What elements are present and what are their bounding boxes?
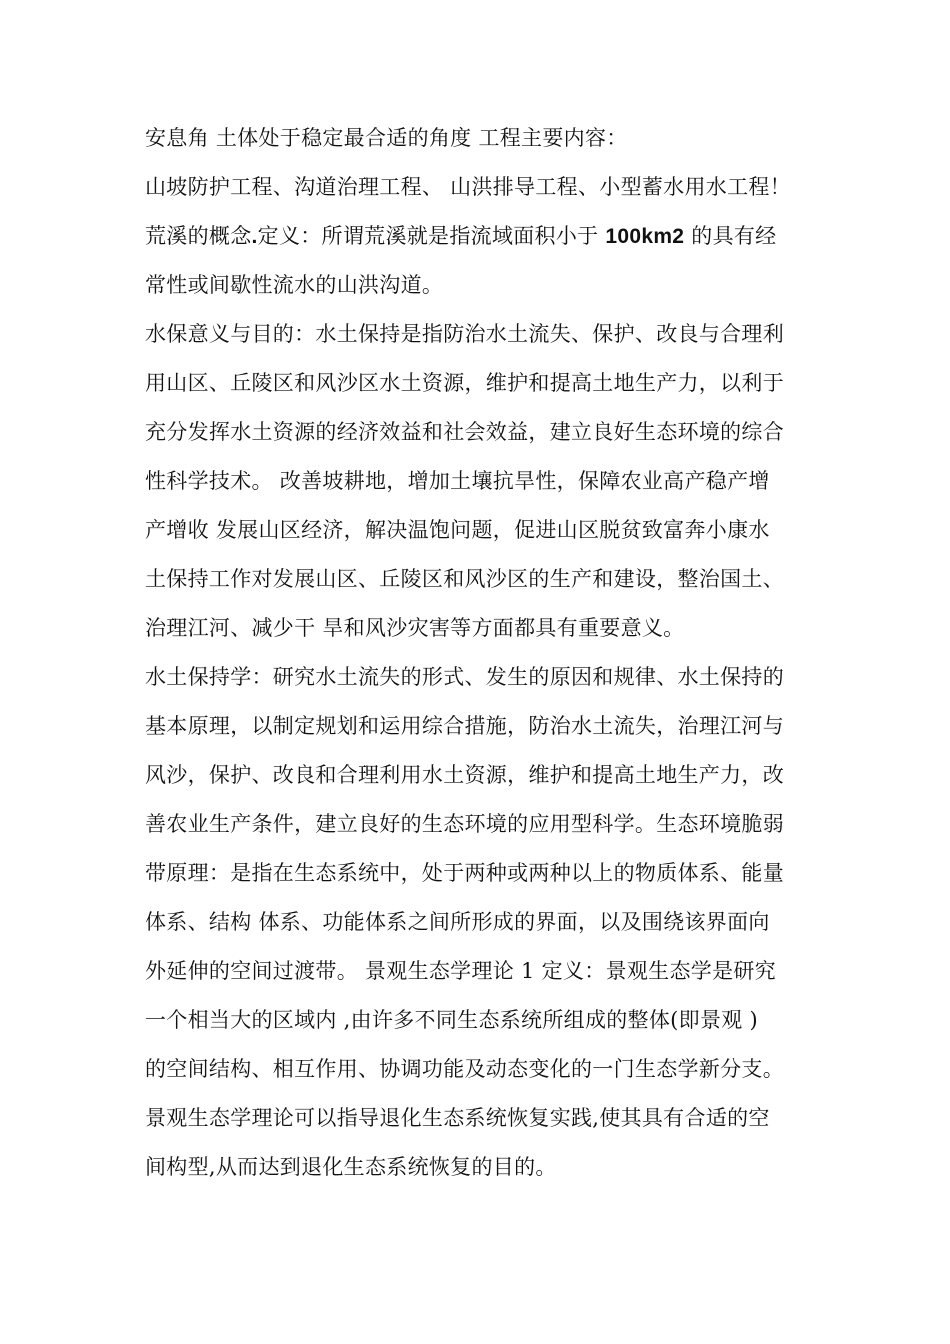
text-segment: 定义：所谓荒溪就是指流域面积小于 xyxy=(257,224,606,248)
text-line: 水土保持学：研究水土流失的形式、发生的原因和规律、水土保持的 xyxy=(145,665,784,689)
text-line: 体系、结构 体系、功能体系之间所形成的界面，以及围绕该界面向 xyxy=(145,910,770,934)
bold-area-value: 100km2 xyxy=(605,225,685,248)
text-line: 充分发挥水土资源的经济效益和社会效益，建立良好生态环境的综合 xyxy=(145,420,784,444)
text-line: 带原理：是指在生态系统中，处于两种或两种以上的物质体系、能量 xyxy=(145,861,784,885)
text-line: 善农业生产条件，建立良好的生态环境的应用型科学。生态环境脆弱 xyxy=(145,812,784,836)
text-line xyxy=(145,212,810,261)
text-line: 外延伸的空间过渡带。 景观生态学理论 1 定义：景观生态学是研究 xyxy=(145,959,776,983)
text-line: 治理江河、减少干 旱和风沙灾害等方面都具有重要意义。 xyxy=(145,616,685,640)
text-line: 山坡防护工程、沟道治理工程、 山洪排导工程、小型蓄水用水工程！ xyxy=(145,175,791,199)
text-line: 一个相当大的区域内 ,由许多不同生态系统所组成的整体(即景观 ) xyxy=(145,1008,759,1032)
text-segment: 的具有经 xyxy=(684,224,777,248)
text-line: 土保持工作对发展山区、丘陵区和风沙区的生产和建设，整治国土、 xyxy=(145,567,784,591)
text-line: 景观生态学理论可以指导退化生态系统恢复实践,使其具有合适的空 xyxy=(145,1106,770,1130)
text-line: 的空间结构、相互作用、协调功能及动态变化的一门生态学新分支。 xyxy=(145,1057,784,1081)
text-line: 风沙，保护、改良和合理利用水土资源，维护和提高土地生产力，改 xyxy=(145,763,784,787)
text-segment: 荒溪的概念 xyxy=(145,224,252,248)
text-line: 安息角 土体处于稳定最合适的角度 工程主要内容： xyxy=(145,126,628,150)
text-line: 性科学技术。 改善坡耕地，增加土壤抗旱性，保障农业高产稳产增 xyxy=(145,469,770,493)
text-line: 用山区、丘陵区和风沙区水土资源，维护和提高土地生产力，以利于 xyxy=(145,371,784,395)
document-body xyxy=(145,114,810,1192)
text-line: 间构型,从而达到退化生态系统恢复的目的。 xyxy=(145,1155,557,1179)
text-line: 水保意义与目的：水土保持是指防治水土流失、保护、改良与合理利 xyxy=(145,322,784,346)
text-line: 常性或间歇性流水的山洪沟道。 xyxy=(145,273,444,297)
text-line: 基本原理，以制定规划和运用综合措施，防治水土流失，治理江河与 xyxy=(145,714,784,738)
text-line: 产增收 发展山区经济，解决温饱问题，促进山区脱贫致富奔小康水 xyxy=(145,518,770,542)
bold-period: . xyxy=(251,225,258,248)
